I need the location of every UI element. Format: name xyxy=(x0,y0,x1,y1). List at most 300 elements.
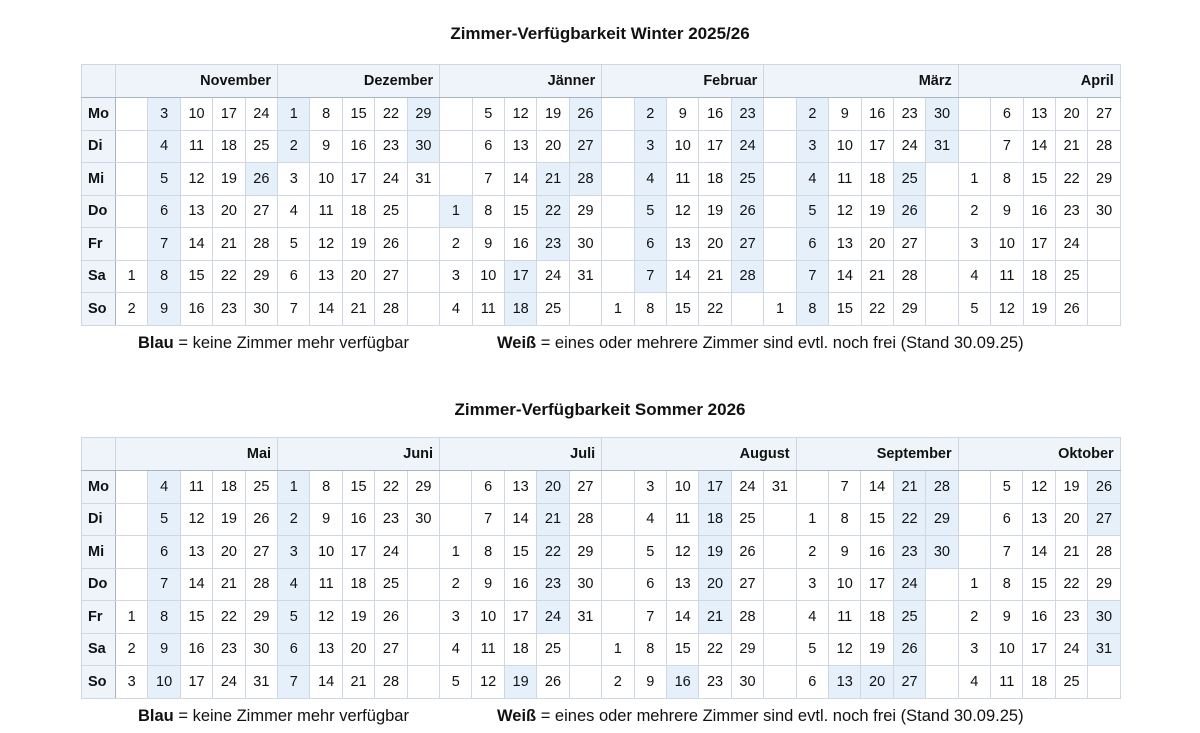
day-cell: 29 xyxy=(926,503,958,536)
day-cell: 14 xyxy=(1023,536,1055,569)
day-cell: 11 xyxy=(991,666,1023,699)
day-cell: 3 xyxy=(634,471,666,504)
day-cell: 24 xyxy=(537,260,569,293)
day-cell: 7 xyxy=(991,536,1023,569)
day-cell: 12 xyxy=(666,536,698,569)
day-cell: 22 xyxy=(1055,163,1087,196)
day-cell xyxy=(958,471,990,504)
month-header: September xyxy=(796,438,958,471)
weekday-label: Mo xyxy=(82,471,116,504)
day-cell xyxy=(764,130,796,163)
day-cell: 12 xyxy=(180,163,212,196)
weekday-label: Fr xyxy=(82,228,116,261)
day-cell: 23 xyxy=(893,98,925,131)
day-cell: 14 xyxy=(666,601,698,634)
day-cell: 31 xyxy=(407,163,439,196)
day-cell: 12 xyxy=(310,228,342,261)
weekday-label: Mi xyxy=(82,536,116,569)
day-cell: 14 xyxy=(180,228,212,261)
day-cell: 10 xyxy=(991,633,1023,666)
day-cell xyxy=(926,260,958,293)
day-cell: 2 xyxy=(116,293,148,326)
day-cell xyxy=(764,98,796,131)
day-cell: 19 xyxy=(699,536,731,569)
day-cell: 17 xyxy=(1023,633,1055,666)
day-cell: 21 xyxy=(699,601,731,634)
day-cell: 19 xyxy=(504,666,536,699)
month-header-row xyxy=(82,438,1121,471)
day-cell xyxy=(602,260,634,293)
day-cell: 2 xyxy=(958,601,990,634)
day-cell: 2 xyxy=(958,195,990,228)
day-cell: 18 xyxy=(213,130,245,163)
day-cell: 10 xyxy=(148,666,180,699)
day-cell: 25 xyxy=(245,471,277,504)
day-cell: 28 xyxy=(569,163,601,196)
day-cell: 17 xyxy=(180,666,212,699)
day-cell xyxy=(602,195,634,228)
day-cell: 2 xyxy=(796,536,828,569)
weekday-row xyxy=(82,195,1121,228)
day-cell xyxy=(926,293,958,326)
day-cell xyxy=(764,666,796,699)
day-cell: 28 xyxy=(569,503,601,536)
day-cell: 7 xyxy=(991,130,1023,163)
day-cell: 11 xyxy=(829,163,861,196)
day-cell: 14 xyxy=(1023,130,1055,163)
legend-white xyxy=(497,333,1024,353)
day-cell: 16 xyxy=(1023,601,1055,634)
day-cell: 13 xyxy=(829,666,861,699)
day-cell: 4 xyxy=(440,293,472,326)
day-cell: 18 xyxy=(861,163,893,196)
day-cell: 8 xyxy=(796,293,828,326)
day-cell: 21 xyxy=(213,228,245,261)
day-cell xyxy=(764,228,796,261)
day-cell: 21 xyxy=(342,293,374,326)
day-cell xyxy=(602,536,634,569)
day-cell: 9 xyxy=(472,568,504,601)
day-cell xyxy=(407,601,439,634)
day-cell: 25 xyxy=(245,130,277,163)
day-cell: 11 xyxy=(829,601,861,634)
day-cell xyxy=(602,228,634,261)
day-cell: 12 xyxy=(1023,471,1055,504)
day-cell xyxy=(407,228,439,261)
day-cell: 20 xyxy=(861,666,893,699)
day-cell: 24 xyxy=(537,601,569,634)
day-cell: 10 xyxy=(180,98,212,131)
calendar-table-summer xyxy=(81,437,1121,699)
day-cell: 27 xyxy=(1088,503,1120,536)
day-cell xyxy=(926,633,958,666)
day-cell: 23 xyxy=(731,98,763,131)
day-cell: 17 xyxy=(699,130,731,163)
day-cell: 29 xyxy=(1088,163,1120,196)
day-cell: 30 xyxy=(569,568,601,601)
day-cell: 11 xyxy=(666,503,698,536)
day-cell xyxy=(731,293,763,326)
day-cell: 1 xyxy=(440,195,472,228)
day-cell xyxy=(1088,260,1120,293)
day-cell: 20 xyxy=(699,228,731,261)
day-cell xyxy=(764,195,796,228)
day-cell: 1 xyxy=(116,601,148,634)
day-cell: 22 xyxy=(375,98,407,131)
weekday-row xyxy=(82,503,1121,536)
day-cell: 8 xyxy=(310,98,342,131)
day-cell xyxy=(1088,228,1120,261)
day-cell: 1 xyxy=(602,633,634,666)
day-cell: 24 xyxy=(1055,633,1087,666)
day-cell: 22 xyxy=(537,536,569,569)
day-cell: 7 xyxy=(796,260,828,293)
weekday-row xyxy=(82,568,1121,601)
day-cell: 6 xyxy=(634,228,666,261)
day-cell: 11 xyxy=(472,633,504,666)
day-cell: 17 xyxy=(504,260,536,293)
day-cell xyxy=(958,503,990,536)
day-cell: 25 xyxy=(893,163,925,196)
day-cell: 3 xyxy=(278,536,310,569)
day-cell xyxy=(440,503,472,536)
day-cell: 10 xyxy=(829,130,861,163)
day-cell: 20 xyxy=(342,260,374,293)
day-cell: 28 xyxy=(1088,536,1120,569)
day-cell: 16 xyxy=(180,633,212,666)
day-cell xyxy=(602,503,634,536)
day-cell: 15 xyxy=(666,633,698,666)
day-cell: 25 xyxy=(731,503,763,536)
day-cell: 11 xyxy=(667,163,699,196)
day-cell: 17 xyxy=(861,130,893,163)
day-cell: 12 xyxy=(991,293,1023,326)
month-header: April xyxy=(958,65,1120,98)
legend-blue-text: = keine Zimmer mehr verfügbar xyxy=(173,334,409,352)
day-cell: 22 xyxy=(375,471,407,504)
day-cell xyxy=(116,228,148,261)
day-cell: 7 xyxy=(829,471,861,504)
day-cell: 13 xyxy=(310,260,342,293)
day-cell: 21 xyxy=(1055,130,1087,163)
day-cell xyxy=(116,568,148,601)
day-cell: 7 xyxy=(148,568,180,601)
day-cell: 28 xyxy=(926,471,958,504)
day-cell: 19 xyxy=(213,163,245,196)
day-cell: 5 xyxy=(148,503,180,536)
day-cell xyxy=(926,195,958,228)
day-cell: 27 xyxy=(1088,98,1120,131)
day-cell: 20 xyxy=(1055,98,1087,131)
day-cell: 14 xyxy=(504,503,536,536)
weekday-row xyxy=(82,536,1121,569)
day-cell: 21 xyxy=(893,471,925,504)
day-cell: 11 xyxy=(180,471,212,504)
day-cell: 2 xyxy=(440,568,472,601)
weekday-row xyxy=(82,471,1121,504)
day-cell: 25 xyxy=(1055,260,1087,293)
day-cell xyxy=(407,568,439,601)
day-cell: 15 xyxy=(667,293,699,326)
day-cell: 16 xyxy=(861,98,893,131)
day-cell: 20 xyxy=(861,228,893,261)
day-cell: 4 xyxy=(148,130,180,163)
day-cell: 30 xyxy=(926,98,958,131)
day-cell: 18 xyxy=(699,163,731,196)
day-cell: 1 xyxy=(440,536,472,569)
day-cell xyxy=(926,601,958,634)
day-cell: 3 xyxy=(958,228,990,261)
day-cell: 18 xyxy=(342,195,374,228)
day-cell: 22 xyxy=(699,293,731,326)
day-cell xyxy=(569,633,601,666)
day-cell: 6 xyxy=(796,228,828,261)
day-cell xyxy=(764,601,796,634)
day-cell xyxy=(958,130,990,163)
month-header: Jänner xyxy=(440,65,602,98)
day-cell: 6 xyxy=(634,568,666,601)
day-cell: 4 xyxy=(958,666,990,699)
day-cell xyxy=(926,163,958,196)
day-cell: 17 xyxy=(861,568,893,601)
day-cell: 31 xyxy=(926,130,958,163)
day-cell xyxy=(764,633,796,666)
day-cell: 30 xyxy=(926,536,958,569)
day-cell: 29 xyxy=(731,633,763,666)
day-cell: 27 xyxy=(245,536,277,569)
day-cell: 23 xyxy=(1055,195,1087,228)
day-cell: 30 xyxy=(569,228,601,261)
day-cell: 26 xyxy=(375,601,407,634)
day-cell xyxy=(569,666,601,699)
day-cell: 23 xyxy=(1055,601,1087,634)
section-title-winter: Zimmer-Verfügbarkeit Winter 2025/26 xyxy=(450,24,750,43)
day-cell: 8 xyxy=(634,293,666,326)
legend-white xyxy=(497,706,1024,726)
legend-white-word: Weiß xyxy=(497,707,537,725)
day-cell: 30 xyxy=(407,130,439,163)
month-header: Juni xyxy=(278,438,440,471)
day-cell: 4 xyxy=(634,163,666,196)
day-cell: 31 xyxy=(1088,633,1120,666)
day-cell: 5 xyxy=(796,633,828,666)
day-cell: 14 xyxy=(861,471,893,504)
month-header: Mai xyxy=(116,438,278,471)
day-cell: 9 xyxy=(148,633,180,666)
day-cell xyxy=(602,568,634,601)
day-cell: 3 xyxy=(148,98,180,131)
day-cell: 9 xyxy=(310,130,342,163)
day-cell: 22 xyxy=(213,260,245,293)
day-cell: 24 xyxy=(375,163,407,196)
day-cell xyxy=(116,536,148,569)
day-cell: 25 xyxy=(537,293,569,326)
day-cell: 31 xyxy=(569,260,601,293)
day-cell: 15 xyxy=(180,260,212,293)
day-cell xyxy=(407,293,439,326)
day-cell: 10 xyxy=(472,260,504,293)
day-cell: 29 xyxy=(245,260,277,293)
day-cell xyxy=(440,130,472,163)
day-cell: 8 xyxy=(472,536,504,569)
day-cell: 26 xyxy=(731,195,763,228)
day-cell: 28 xyxy=(245,568,277,601)
day-cell: 20 xyxy=(699,568,731,601)
day-cell: 27 xyxy=(893,228,925,261)
day-cell: 11 xyxy=(180,130,212,163)
day-cell: 25 xyxy=(375,568,407,601)
day-cell: 15 xyxy=(180,601,212,634)
day-cell: 9 xyxy=(667,98,699,131)
day-cell: 13 xyxy=(829,228,861,261)
section-title-summer: Zimmer-Verfügbarkeit Sommer 2026 xyxy=(454,400,746,419)
day-cell: 5 xyxy=(440,666,472,699)
day-cell: 2 xyxy=(602,666,634,699)
day-cell xyxy=(764,536,796,569)
day-cell: 28 xyxy=(731,601,763,634)
day-cell: 11 xyxy=(310,568,342,601)
day-cell xyxy=(116,471,148,504)
day-cell: 2 xyxy=(634,98,666,131)
day-cell: 15 xyxy=(504,536,536,569)
day-cell: 29 xyxy=(1088,568,1120,601)
day-cell xyxy=(926,666,958,699)
day-cell: 30 xyxy=(1088,601,1120,634)
day-cell: 15 xyxy=(342,98,374,131)
day-cell: 28 xyxy=(245,228,277,261)
day-cell: 5 xyxy=(991,471,1023,504)
calendar-table-winter xyxy=(81,64,1121,326)
weekday-row xyxy=(82,163,1121,196)
day-cell: 6 xyxy=(278,633,310,666)
day-cell: 3 xyxy=(634,130,666,163)
day-cell: 19 xyxy=(1055,471,1087,504)
day-cell: 16 xyxy=(342,503,374,536)
day-cell: 27 xyxy=(375,260,407,293)
day-cell: 1 xyxy=(602,293,634,326)
day-cell: 3 xyxy=(440,260,472,293)
day-cell: 6 xyxy=(278,260,310,293)
weekday-label: Di xyxy=(82,130,116,163)
day-cell xyxy=(926,568,958,601)
day-cell: 12 xyxy=(829,195,861,228)
month-header: Juli xyxy=(440,438,602,471)
day-cell: 22 xyxy=(699,633,731,666)
day-cell: 17 xyxy=(699,471,731,504)
day-cell: 22 xyxy=(893,503,925,536)
day-cell: 5 xyxy=(634,536,666,569)
weekday-label: So xyxy=(82,293,116,326)
day-cell: 18 xyxy=(1023,666,1055,699)
day-cell xyxy=(116,195,148,228)
day-cell: 15 xyxy=(829,293,861,326)
day-cell: 9 xyxy=(829,98,861,131)
day-cell: 19 xyxy=(213,503,245,536)
day-cell: 18 xyxy=(504,293,536,326)
day-cell: 25 xyxy=(731,163,763,196)
day-cell: 22 xyxy=(861,293,893,326)
day-cell xyxy=(440,98,472,131)
day-cell: 7 xyxy=(634,601,666,634)
day-cell: 2 xyxy=(796,98,828,131)
day-cell: 7 xyxy=(634,260,666,293)
day-cell: 18 xyxy=(1023,260,1055,293)
day-cell: 3 xyxy=(796,568,828,601)
day-cell: 22 xyxy=(213,601,245,634)
weekday-label: Mo xyxy=(82,98,116,131)
day-cell: 27 xyxy=(569,471,601,504)
day-cell: 12 xyxy=(180,503,212,536)
day-cell: 9 xyxy=(829,536,861,569)
weekday-label: Fr xyxy=(82,601,116,634)
day-cell: 8 xyxy=(991,163,1023,196)
day-cell xyxy=(407,666,439,699)
day-cell: 19 xyxy=(537,98,569,131)
day-cell: 19 xyxy=(861,633,893,666)
day-cell: 19 xyxy=(342,228,374,261)
day-cell: 2 xyxy=(278,503,310,536)
day-cell: 5 xyxy=(278,601,310,634)
month-header: November xyxy=(116,65,278,98)
day-cell: 9 xyxy=(991,601,1023,634)
day-cell: 5 xyxy=(958,293,990,326)
day-cell: 14 xyxy=(504,163,536,196)
day-cell: 4 xyxy=(278,195,310,228)
legend-white-text: = eines oder mehrere Zimmer sind evtl. noch frei (Stand 30.09.25) xyxy=(536,707,1024,725)
day-cell: 5 xyxy=(796,195,828,228)
day-cell: 3 xyxy=(440,601,472,634)
legend-blue xyxy=(138,706,409,726)
weekday-label: So xyxy=(82,666,116,699)
weekday-row xyxy=(82,601,1121,634)
day-cell: 13 xyxy=(504,471,536,504)
day-cell: 24 xyxy=(213,666,245,699)
day-cell: 7 xyxy=(148,228,180,261)
day-cell: 3 xyxy=(796,130,828,163)
day-cell: 27 xyxy=(893,666,925,699)
weekday-row xyxy=(82,228,1121,261)
day-cell xyxy=(116,163,148,196)
day-cell: 12 xyxy=(310,601,342,634)
day-cell: 6 xyxy=(472,471,504,504)
day-cell xyxy=(116,98,148,131)
weekday-label: Sa xyxy=(82,260,116,293)
day-cell: 14 xyxy=(310,666,342,699)
day-cell: 16 xyxy=(666,666,698,699)
day-cell: 20 xyxy=(537,471,569,504)
day-cell: 10 xyxy=(991,228,1023,261)
day-cell: 17 xyxy=(342,163,374,196)
weekday-label: Do xyxy=(82,568,116,601)
day-cell: 27 xyxy=(569,130,601,163)
day-cell: 23 xyxy=(537,228,569,261)
day-cell: 26 xyxy=(1088,471,1120,504)
day-cell: 9 xyxy=(991,195,1023,228)
day-cell: 1 xyxy=(278,471,310,504)
day-cell: 26 xyxy=(245,503,277,536)
day-cell: 13 xyxy=(667,228,699,261)
day-cell: 7 xyxy=(278,293,310,326)
day-cell: 11 xyxy=(310,195,342,228)
day-cell: 23 xyxy=(893,536,925,569)
day-cell: 23 xyxy=(213,293,245,326)
day-cell: 26 xyxy=(245,163,277,196)
day-cell: 10 xyxy=(667,130,699,163)
day-cell: 1 xyxy=(958,163,990,196)
day-cell: 8 xyxy=(148,601,180,634)
weekday-row xyxy=(82,260,1121,293)
legend-blue-word: Blau xyxy=(138,334,174,352)
